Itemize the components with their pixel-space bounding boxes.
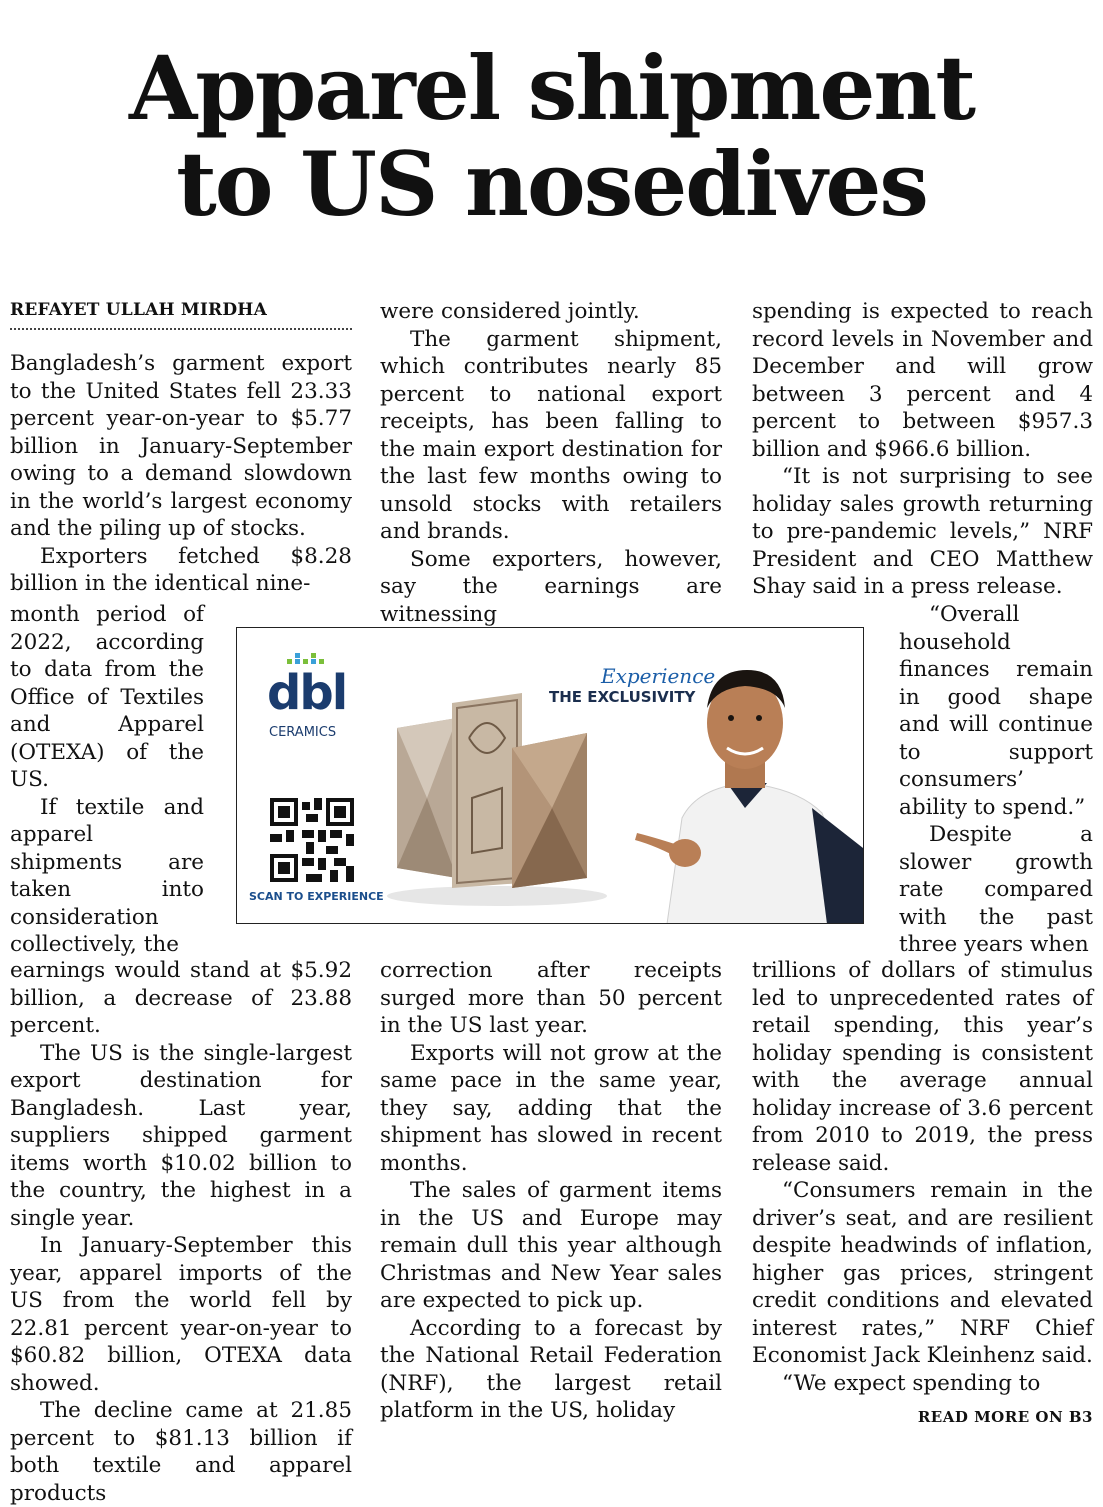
column-1-narrow (10, 601, 204, 959)
paragraph: trillions of dollars of stimulus led to unprecedented rates of retail spending, this year’s holiday spending is consistent with the average annual holiday increase of 3.6 percent from 2010 to 2019, the press release said. (752, 958, 1093, 1176)
column-1-bottom (10, 957, 352, 1507)
headline-line-2: to US nosedives (176, 132, 927, 236)
paragraph: “It is not surprising to see holiday sales growth returning to pre-pandemic levels,” NRF President and CEO Matthew Shay said in a press release. (752, 464, 1093, 599)
paragraph: Some exporters, however, say the earnings are witnessing (380, 546, 722, 627)
ad-tagline-script: Experience (601, 664, 716, 688)
headline (0, 36, 1103, 236)
paragraph: Bangladesh’s garment export to the United States fell 23.33 percent year-on-year to $5.77 billion in January-September owing to a demand slowdown in the world’s largest economy and the piling up of stocks. (10, 351, 352, 541)
column-3-top (752, 298, 1093, 601)
headline-line-1: Apparel shipment (129, 36, 974, 140)
paragraph: earnings would stand at $5.92 billion, a decrease of 23.88 percent. (10, 958, 352, 1038)
ad-scan-text: SCAN TO EXPERIENCE (249, 890, 384, 903)
column-1-top (10, 350, 352, 598)
paragraph: Despite a slower growth rate compared with the past three years when (899, 822, 1093, 957)
advertisement[interactable] (236, 627, 864, 924)
qr-code-icon[interactable] (270, 798, 354, 882)
ceramic-tiles-icon (377, 678, 607, 908)
paragraph: spending is expected to reach record levels in November and December and will grow between 3 percent and 4 percent to between $957.3 billion and $966.6 billion. (752, 299, 1093, 462)
brand-ambassador-photo (627, 648, 863, 924)
column-2-bottom (380, 957, 722, 1425)
ad-tagline: THE EXCLUSIVITY (549, 688, 696, 706)
paragraph: In January-September this year, apparel imports of the US from the world fell by 22.81 percent year-on-year to $60.82 billion, OTEXA data showed. (10, 1233, 352, 1396)
paragraph: correction after receipts surged more than 50 percent in the US last year. (380, 958, 722, 1038)
paragraph: According to a forecast by the National Retail Federation (NRF), the largest retail platform in the US, holiday (380, 1315, 722, 1423)
paragraph: “We expect spending to (782, 1370, 1041, 1396)
paragraph: The garment shipment, which contributes nearly 85 percent to national export receipts, has been falling to the main export destination for the last few months owing to unsold stocks with retailers and brands. (380, 326, 722, 544)
paragraph: The decline came at 21.85 percent to $81.13 billion if both textile and apparel products (10, 1398, 352, 1506)
paragraph: month period of 2022, according to data from the Office of Textiles and Apparel (OTEXA) of the US. (10, 602, 204, 792)
ad-logo (267, 653, 387, 740)
read-more-link[interactable]: READ MORE ON B3 (917, 1408, 1093, 1426)
ad-logo-text: dbl (267, 665, 347, 721)
column-3-narrow (899, 601, 1093, 959)
paragraph: “Overall household finances remain in good shape and will continue to support consumers’ ability to spend.” (899, 602, 1093, 820)
column-2-top (380, 298, 722, 628)
paragraph: Exporters fetched $8.28 billion in the identical nine- (10, 543, 352, 596)
paragraph: If textile and apparel shipments are taken into consideration collectively, the (10, 794, 204, 957)
paragraph: The US is the single-largest export destination for Bangladesh. Last year, suppliers shipped garment items worth $10.02 billion to the country, the highest in a single year. (10, 1040, 352, 1231)
paragraph: Exports will not grow at the same pace in the same year, they say, adding that the shipment has slowed in recent months. (380, 1040, 722, 1176)
paragraph: The sales of garment items in the US and Europe may remain dull this year although Christmas and New Year sales are expected to pick up. (380, 1178, 722, 1313)
byline: REFAYET ULLAH MIRDHA (10, 300, 352, 330)
ad-logo-subtext: CERAMICS (269, 725, 337, 740)
paragraph: “Consumers remain in the driver’s seat, and are resilient despite headwinds of inflation, higher gas prices, stringent credit conditions and elevated interest rates,” NRF Chief Economist Jack Kleinhenz said. (752, 1178, 1093, 1368)
paragraph: were considered jointly. (380, 299, 640, 324)
column-3-bottom (752, 957, 1093, 1397)
